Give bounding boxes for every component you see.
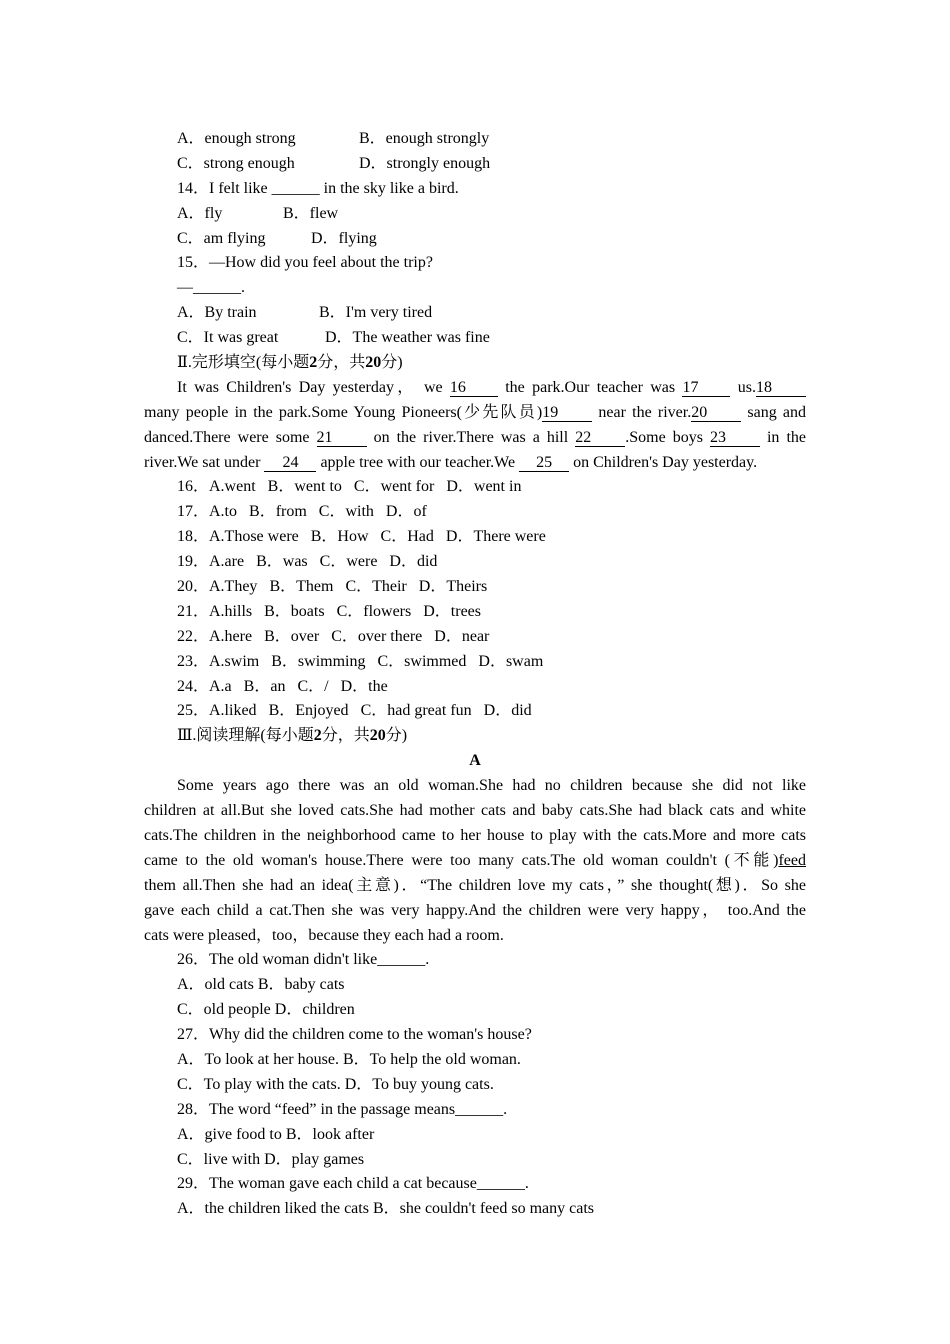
- cloze-option: B．Them: [269, 578, 334, 596]
- q15-option-b: B．I'm very tired: [319, 304, 433, 322]
- cloze-line-2: many people in the park.Some Young Pioneers(少先队员)19 near the river.20 sang and: [144, 403, 807, 421]
- cloze-option: D．trees: [423, 602, 482, 620]
- cloze-option-row: [144, 600, 806, 625]
- blank-22: 22: [575, 429, 625, 447]
- q14-option-c: C．am flying: [177, 229, 266, 247]
- cloze-option: 24．A.a: [177, 677, 232, 695]
- cloze-option: 20．A.They: [177, 578, 258, 596]
- cloze-option: D．Theirs: [418, 578, 488, 596]
- q28-options-cd: C．live with D．play games: [177, 1150, 365, 1168]
- cloze-option: C．went for: [353, 478, 435, 496]
- cloze-option: 21．A.hills: [177, 602, 253, 620]
- cloze-option: C．/: [297, 677, 329, 695]
- cloze-option-row: [144, 475, 806, 500]
- cloze-option-row: [144, 575, 806, 600]
- blank-16: 16: [450, 379, 498, 397]
- passage-line-5: them all.Then she had an idea(主意)．“The children love my cats，” she thought(想)．So she: [144, 876, 806, 894]
- passage-line-4: came to the old woman's house.There were too many cats.The old woman couldn't (不能)feed: [144, 851, 806, 869]
- q15-answer-line: —______.: [177, 279, 245, 297]
- passage-line-6: gave each child a cat.Then she was very happy.And the children were very happy， too.And the: [144, 901, 806, 919]
- cloze-option: 22．A.here: [177, 627, 253, 645]
- cloze-line-1: It was Children's Day yesterday， we 16 the park.Our teacher was 17 us.18: [144, 376, 806, 401]
- q27-options-ab: A．To look at her house. B．To help the old woman.: [177, 1050, 521, 1068]
- cloze-option: C．swimmed: [377, 652, 467, 670]
- cloze-option-row: [144, 525, 806, 550]
- section-3-title: Ⅲ.阅读理解(每小题2分，共20分): [177, 727, 408, 745]
- cloze-option-row: [144, 675, 806, 700]
- blank-20: 20: [691, 404, 741, 422]
- passage-line-7: cats were pleased，too，because they each had a room.: [144, 926, 504, 944]
- q13-options-cd: [144, 152, 806, 177]
- cloze-option: D．swam: [478, 652, 544, 670]
- cloze-option: 17．A.to: [177, 503, 238, 521]
- cloze-option-row: [144, 625, 806, 650]
- q15-option-d: D．The weather was fine: [325, 329, 490, 347]
- cloze-option-row: [144, 550, 806, 575]
- section-2-title: Ⅱ.完形填空(每小题2分，共20分): [177, 354, 403, 372]
- q14-options-ab: [144, 202, 806, 227]
- cloze-option: 23．A.swim: [177, 652, 260, 670]
- q15-options-ab: [144, 301, 806, 326]
- q29-options-ab: A．the children liked the cats B．she couldn't feed so many cats: [177, 1200, 594, 1218]
- cloze-option: C．Had: [380, 528, 434, 546]
- cloze-option: B．went to: [267, 478, 342, 496]
- blank-19: 19: [542, 404, 592, 422]
- passage-label: A: [469, 752, 481, 770]
- q13-option-d: D．strongly enough: [359, 154, 491, 172]
- q14-option-b: B．flew: [283, 204, 339, 222]
- q13-option-a: A．enough strong: [177, 130, 296, 147]
- q14-options-cd: [144, 227, 806, 252]
- cloze-option: C．were: [319, 553, 378, 571]
- cloze-option: B．from: [249, 503, 307, 521]
- q13-option-b: B．enough strongly: [359, 130, 490, 147]
- passage-line-2: children at all.But she loved cats.She had mother cats and baby cats.She had black cats and white: [144, 802, 806, 820]
- blank-25: 25: [519, 454, 569, 472]
- blank-21: 21: [317, 429, 367, 447]
- cloze-option: D．near: [434, 627, 490, 645]
- cloze-option: B．an: [243, 677, 286, 695]
- cloze-line-3: danced.There were some 21 on the river.There was a hill 22 .Some boys 23 in the: [144, 428, 806, 446]
- q28-stem: 28．The word “feed” in the passage means______.: [177, 1100, 508, 1118]
- cloze-option: B．boats: [264, 602, 325, 620]
- cloze-option: C．Their: [345, 578, 407, 596]
- cloze-option: 16．A.went: [177, 478, 256, 496]
- cloze-option: D．of: [385, 503, 427, 521]
- q29-stem: 29．The woman gave each child a cat because______.: [177, 1175, 529, 1193]
- cloze-option: C．flowers: [336, 602, 412, 620]
- q27-stem: 27．Why did the children come to the woman's house?: [177, 1026, 532, 1044]
- q26-stem: 26．The old woman didn't like______.: [177, 951, 430, 969]
- blank-18: 18: [756, 379, 806, 397]
- q27-options-cd: C．To play with the cats. D．To buy young cats.: [177, 1075, 494, 1093]
- q15-stem: 15．—How did you feel about the trip?: [177, 254, 433, 272]
- cloze-option-row: [144, 500, 806, 525]
- q14-option-a: A．fly: [177, 204, 223, 222]
- passage-line-3: cats.The children in the neighborhood came to her house to play with the cats.More and more cats: [144, 826, 806, 844]
- cloze-option: B．Enjoyed: [268, 702, 349, 720]
- cloze-option: D．did: [389, 553, 438, 571]
- cloze-option: 19．A.are: [177, 553, 245, 571]
- cloze-option: C．with: [318, 503, 374, 521]
- blank-24: 24: [264, 454, 316, 472]
- q15-options-cd: [144, 326, 806, 351]
- q26-options-cd: C．old people D．children: [177, 1001, 355, 1019]
- cloze-option: B．swimming: [271, 652, 366, 670]
- cloze-option: C．over there: [331, 627, 423, 645]
- cloze-option: C．had great fun: [360, 702, 472, 720]
- q28-options-ab: A．give food to B．look after: [177, 1125, 375, 1143]
- cloze-option: 18．A.Those were: [177, 528, 299, 546]
- q13-option-c: C．strong enough: [177, 154, 295, 172]
- blank-17: 17: [682, 379, 730, 397]
- q14-option-d: D．flying: [311, 229, 377, 247]
- cloze-option: 25．A.liked: [177, 702, 257, 720]
- cloze-option: D．went in: [446, 478, 522, 496]
- cloze-option-row: [144, 699, 806, 724]
- q15-option-a: A．By train: [177, 304, 257, 322]
- feed-word: feed: [778, 851, 806, 869]
- q26-options-ab: A．old cats B．baby cats: [177, 976, 345, 994]
- cloze-option-row: [144, 650, 806, 675]
- cloze-options: [144, 475, 806, 724]
- cloze-line-4: river.We sat under 24 apple tree with our teacher.We 25 on Children's Day yesterday.: [144, 453, 758, 471]
- exam-page: [144, 127, 806, 1222]
- blank-23: 23: [710, 429, 760, 447]
- cloze-option: B．was: [256, 553, 308, 571]
- passage-line-1: Some years ago there was an old woman.She had no children because she did not like: [177, 777, 806, 795]
- cloze-option: B．How: [310, 528, 369, 546]
- q14-stem: 14．I felt like ______ in the sky like a bird.: [177, 179, 459, 197]
- q15-option-c: C．It was great: [177, 329, 279, 347]
- cloze-option: B．over: [264, 627, 320, 645]
- cloze-option: D．the: [340, 677, 388, 695]
- cloze-option: D．There were: [445, 528, 546, 546]
- cloze-option: D．did: [483, 702, 532, 720]
- q13-options-ab: [144, 127, 806, 152]
